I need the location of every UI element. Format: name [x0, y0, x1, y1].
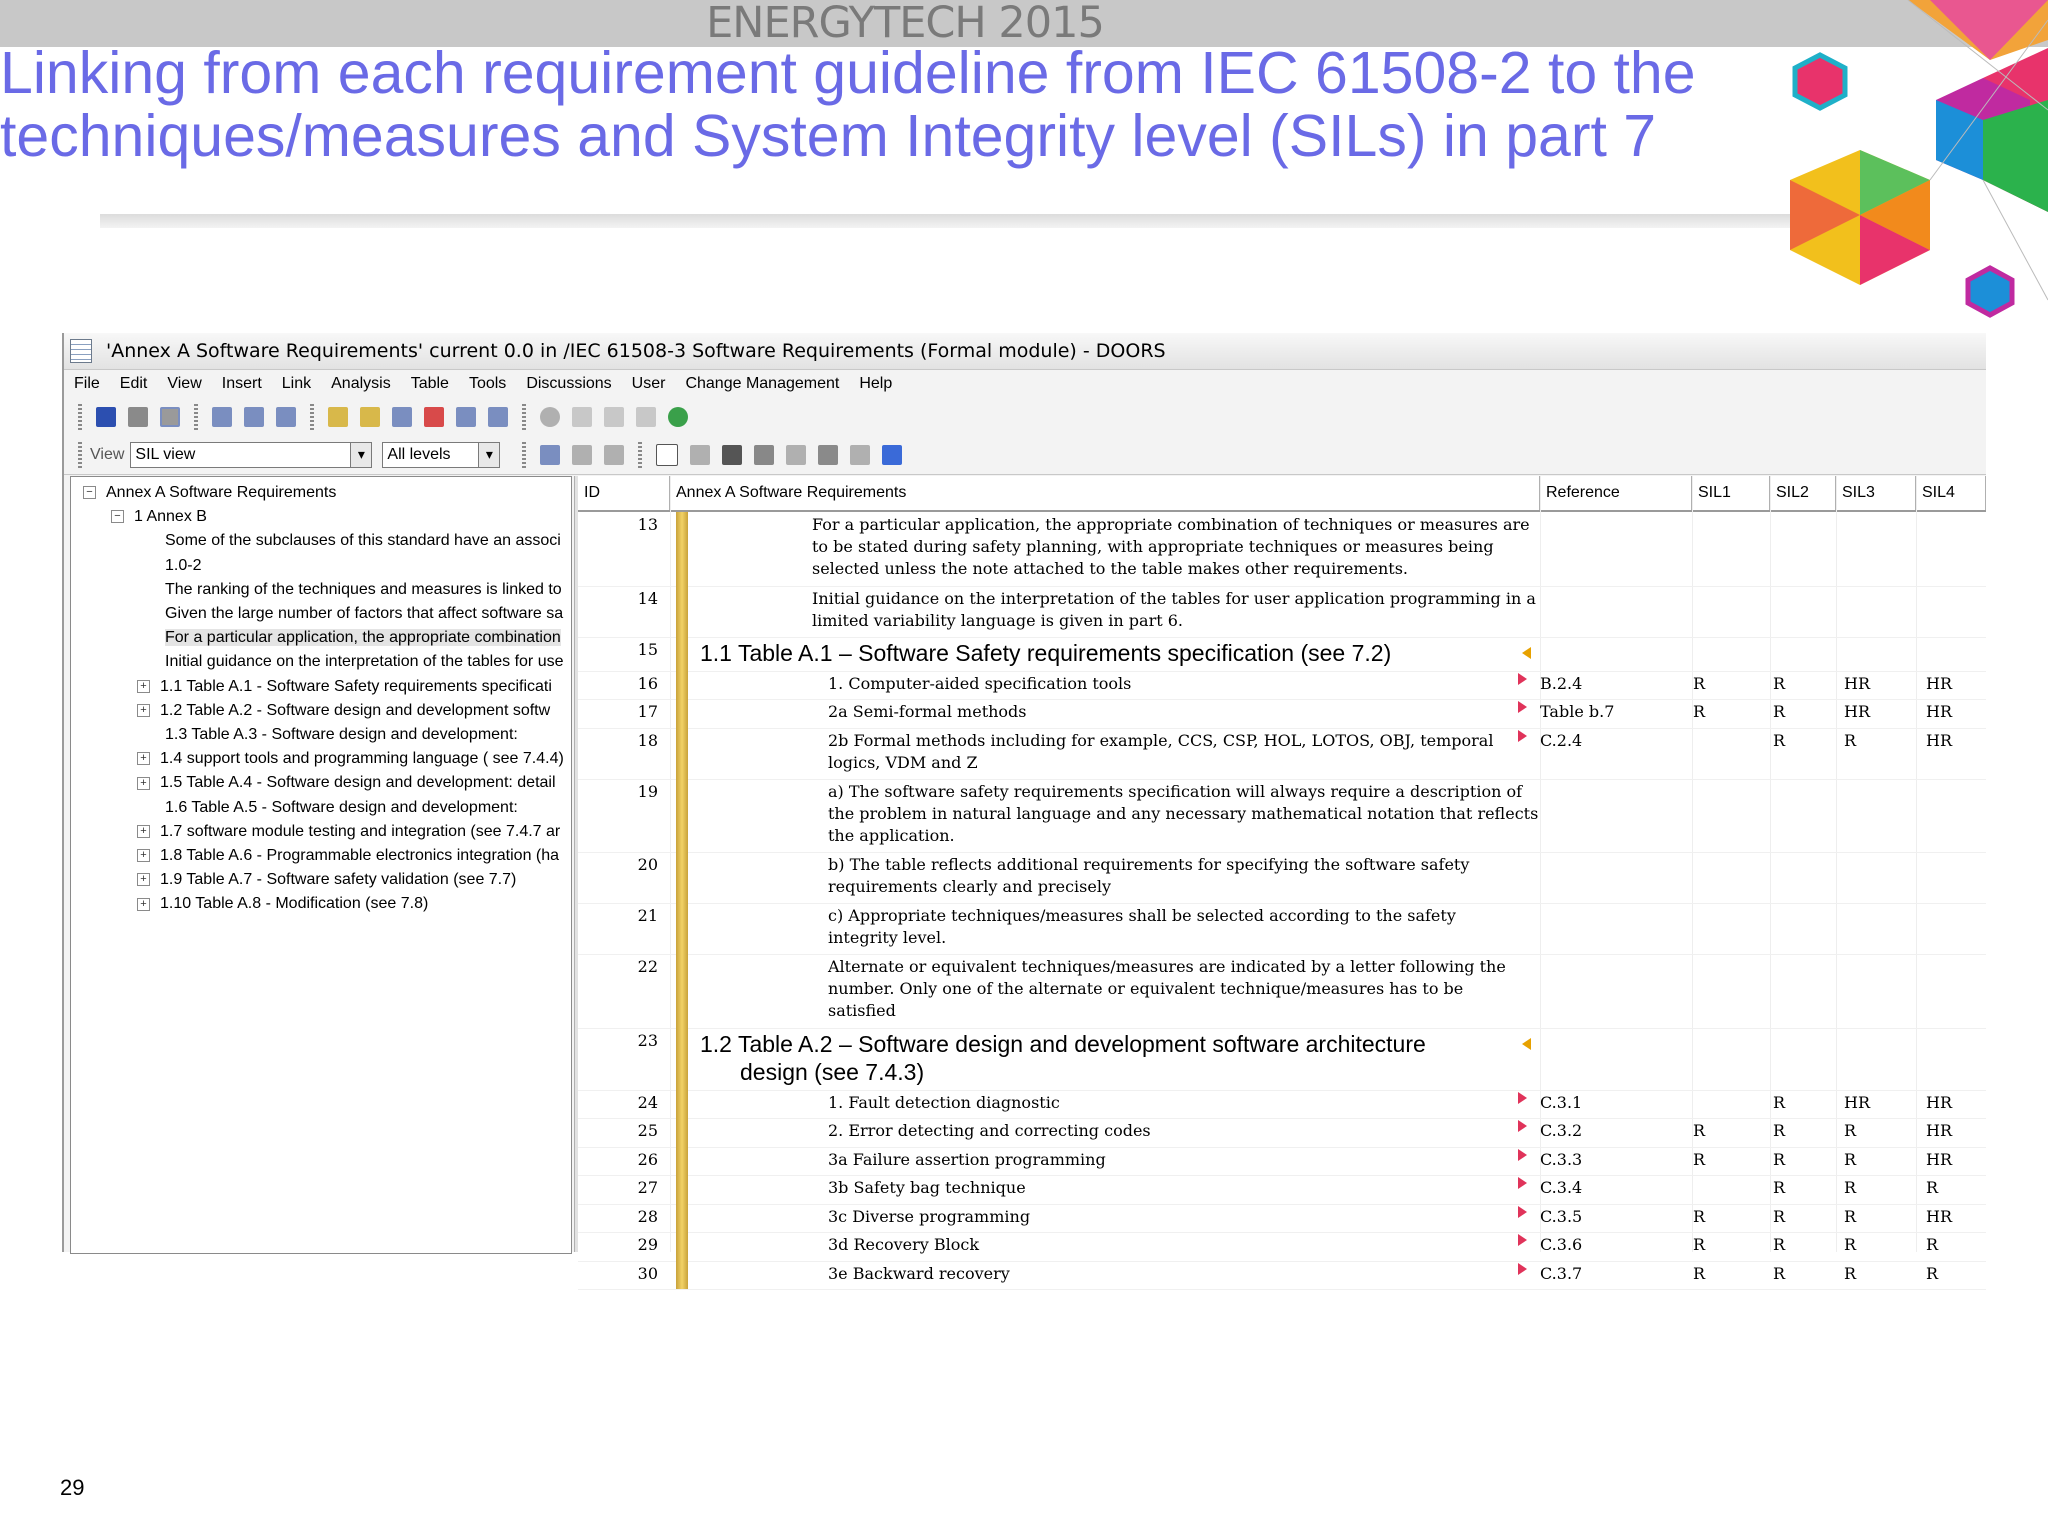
requirement-text — [828, 854, 1469, 898]
text-line: selected unless the note attached to the table makes other requirements. — [812, 559, 1408, 578]
tree-item[interactable] — [137, 554, 201, 578]
requirement-row[interactable] — [578, 1175, 1986, 1205]
text-line: the application. — [828, 825, 955, 845]
sil3-cell: R — [1844, 1235, 1857, 1254]
requirement-text — [828, 1234, 979, 1256]
sil2-cell: R — [1773, 730, 1786, 750]
tree-item[interactable] — [137, 820, 560, 844]
link-marker-icon[interactable] — [1518, 673, 1527, 685]
requirement-row[interactable] — [578, 1204, 1986, 1234]
reference-cell: C.3.7 — [1540, 1263, 1583, 1283]
levels-select[interactable] — [382, 442, 500, 468]
insert-level-icon[interactable] — [244, 407, 264, 427]
heading-row[interactable] — [578, 1028, 1986, 1091]
expand-icon[interactable]: + — [137, 752, 150, 765]
row-id: 13 — [637, 515, 658, 534]
text-line: design (see 7.4.3) — [740, 1058, 925, 1085]
reference-cell: C.2.4 — [1540, 730, 1583, 750]
sil4-cell: R — [1926, 1263, 1939, 1283]
sil2-cell: R — [1773, 1178, 1786, 1197]
text-line: 3d Recovery Block — [828, 1235, 980, 1254]
collapse-icon[interactable]: − — [83, 486, 96, 499]
tree-item-label: 1.8 Table A.6 - Programmable electronics integration (ha — [160, 847, 560, 864]
row-id: 29 — [637, 1235, 658, 1254]
tree-item-label: 1.3 Table A.3 - Software design and development: — [165, 726, 518, 743]
toolbar-grip — [194, 404, 198, 430]
sil4-cell: R — [1926, 1235, 1939, 1254]
sil4-cell: HR — [1926, 1206, 1952, 1226]
view-select-value: SIL view — [135, 446, 196, 463]
link-marker-icon[interactable] — [1518, 1263, 1527, 1275]
text-line: number. Only one of the alternate or equivalent technique/measures has to be — [828, 979, 1464, 998]
requirement-row[interactable] — [578, 954, 1986, 1029]
text-line: b) The table reflects additional requirements for specifying the software safety — [828, 855, 1470, 874]
row-id: 15 — [637, 639, 658, 659]
filter-set-icon[interactable] — [690, 445, 710, 465]
text-line: Alternate or equivalent techniques/measures are indicated by a letter following the — [828, 957, 1506, 976]
requirement-row[interactable] — [578, 1261, 1986, 1291]
unlink-icon[interactable] — [572, 407, 592, 427]
tree-icon[interactable] — [604, 445, 624, 465]
page-number: 29 — [60, 1475, 85, 1500]
window-title: 'Annex A Software Requirements' current 0.0 in /IEC 61508-3 Software Requirements (Formal module) - DOORS — [106, 340, 1166, 362]
sil4-cell: HR — [1926, 1149, 1952, 1169]
chevron-down-icon[interactable]: ▾ — [350, 443, 371, 467]
sil4-cell: HR — [1926, 1121, 1952, 1140]
tree-item[interactable] — [137, 578, 562, 602]
sil3-cell: HR — [1844, 702, 1870, 721]
row-id: 27 — [637, 1178, 658, 1197]
sil3-cell: R — [1844, 1206, 1857, 1226]
tree-item-label: 1.6 Table A.5 - Software design and development: — [165, 798, 518, 816]
module-explorer-tree[interactable] — [70, 476, 572, 1254]
tree-item-label: 1.2 Table A.2 - Software design and development softw — [160, 701, 551, 719]
graphics-icon[interactable] — [656, 444, 678, 466]
menu-item[interactable]: File — [74, 375, 100, 392]
sil3-cell: R — [1844, 1178, 1857, 1197]
tree-item[interactable] — [137, 602, 563, 626]
tree-item-label: 1.0-2 — [165, 556, 202, 574]
sil1-cell: R — [1693, 1121, 1706, 1140]
sil4-cell: HR — [1926, 1092, 1952, 1112]
tree-leaf-spacer — [137, 729, 155, 740]
row-id: 26 — [637, 1149, 658, 1169]
sil4-cell: HR — [1926, 673, 1952, 693]
sil2-cell: R — [1773, 1092, 1786, 1112]
requirement-text — [828, 781, 1538, 847]
reference-cell: B.2.4 — [1540, 673, 1583, 693]
row-id: 24 — [637, 1092, 658, 1112]
levels-select-value: All levels — [387, 446, 451, 463]
expand-icon[interactable]: + — [137, 873, 150, 886]
change-bar — [676, 1147, 688, 1176]
requirement-text — [828, 905, 1456, 949]
text-line: 2. Error detecting and correcting codes — [828, 1121, 1151, 1140]
text-line: integrity level. — [828, 928, 947, 947]
view-select[interactable] — [130, 442, 372, 468]
change-bar — [676, 1090, 688, 1119]
tree-item[interactable] — [137, 844, 559, 868]
globe-icon[interactable] — [668, 407, 688, 427]
tree-item-label: Given the large number of factors that affect software sa — [165, 605, 564, 622]
requirement-text — [828, 1177, 1026, 1199]
row-id: 17 — [637, 702, 658, 721]
requirement-row[interactable] — [578, 699, 1986, 729]
reference-cell: Table b.7 — [1540, 702, 1615, 721]
reference-cell: C.3.6 — [1540, 1235, 1583, 1254]
toolbar-grip — [78, 442, 82, 468]
change-bar — [676, 903, 688, 954]
row-id: 28 — [637, 1206, 658, 1226]
column-header-reference[interactable]: Reference — [1540, 476, 1692, 510]
requirement-text — [828, 1092, 1060, 1114]
requirement-text — [812, 588, 1536, 632]
tree-item[interactable] — [137, 699, 550, 723]
reference-cell: C.3.3 — [1540, 1149, 1583, 1169]
tree-item-label: 1.5 Table A.4 - Software design and development: detail — [160, 774, 556, 792]
text-line: 1.2 Table A.2 – Software design and development software architecture — [700, 1030, 1426, 1057]
tree-item[interactable] — [137, 650, 563, 674]
insert-column-icon[interactable] — [276, 407, 296, 427]
reference-cell: C.3.1 — [1540, 1092, 1583, 1112]
share-icon[interactable] — [722, 445, 742, 465]
toolbar-view — [64, 436, 1986, 475]
change-bar — [676, 1261, 688, 1290]
toolbar-grip — [310, 404, 314, 430]
menu-bar — [64, 370, 1986, 398]
sort-icon[interactable] — [850, 445, 870, 465]
sil3-cell: HR — [1844, 673, 1870, 693]
change-bar — [676, 1204, 688, 1233]
requirement-text — [828, 1149, 1106, 1171]
row-id: 18 — [637, 730, 658, 750]
save-icon[interactable] — [96, 407, 116, 427]
text-line: 3e Backward recovery — [828, 1263, 1010, 1283]
text-line: For a particular application, the appropriate combination of techniques or measures are — [812, 515, 1530, 534]
hierarchy-icon[interactable] — [540, 445, 560, 465]
module-icon — [70, 339, 92, 363]
tree-item[interactable] — [137, 747, 564, 771]
tree-leaf-spacer — [137, 608, 155, 619]
outline-icon[interactable] — [572, 445, 592, 465]
copy-object-icon[interactable] — [392, 407, 412, 427]
menu-item[interactable]: Change Management — [685, 375, 840, 392]
menu-item[interactable]: Help — [859, 375, 893, 392]
promote-icon[interactable] — [456, 407, 476, 427]
toolbar-main — [64, 398, 1986, 436]
sil4-cell: HR — [1926, 730, 1952, 750]
row-id: 22 — [637, 957, 658, 976]
row-id: 14 — [637, 588, 658, 608]
menu-item[interactable]: User — [631, 375, 666, 392]
change-bar — [676, 728, 688, 779]
text-line: logics, VDM and Z — [828, 752, 978, 772]
tree-item-label: 1.9 Table A.7 - Software safety validation (see 7.7) — [160, 871, 517, 889]
menu-item[interactable]: Insert — [221, 375, 262, 392]
row-id: 23 — [637, 1030, 658, 1050]
requirement-text — [828, 701, 1027, 723]
column-header-sil4[interactable]: SIL4 — [1916, 476, 1986, 510]
text-line: 2b Formal methods including for example, CCS, CSP, HOL, LOTOS, OBJ, temporal — [828, 730, 1494, 750]
tree-item[interactable] — [137, 529, 561, 553]
requirement-text — [828, 1120, 1151, 1142]
tree-item-label: Annex A Software Requirements — [106, 484, 337, 501]
slide-title-line-2: techniques/measures and System Integrity level (SILs) in part 7 — [0, 103, 1657, 169]
link-marker-icon[interactable] — [1518, 730, 1527, 742]
text-line: c) Appropriate techniques/measures shall be selected according to the safety — [828, 906, 1456, 925]
reference-cell: C.3.2 — [1540, 1121, 1583, 1140]
new-child-icon[interactable] — [360, 407, 380, 427]
window-title-bar — [64, 333, 1986, 370]
tree-item-label: Initial guidance on the interpretation of the tables for use — [165, 653, 564, 671]
menu-item[interactable]: Table — [410, 375, 449, 392]
sort-az-icon[interactable] — [882, 445, 902, 465]
text-line: 3c Diverse programming — [828, 1206, 1031, 1226]
expand-icon[interactable]: + — [137, 898, 150, 911]
text-line: 2a Semi-formal methods — [828, 702, 1027, 721]
hexagon-decoration — [1790, 0, 2048, 320]
link-marker-icon[interactable] — [1518, 1206, 1527, 1218]
link-source-icon[interactable] — [604, 407, 624, 427]
link-marker-icon[interactable] — [1518, 1149, 1527, 1161]
text-line: to be stated during safety planning, with appropriate techniques or measures being — [812, 537, 1494, 556]
insert-below-icon[interactable] — [212, 407, 232, 427]
print-icon[interactable] — [128, 407, 148, 427]
requirement-row[interactable] — [578, 586, 1986, 638]
tree-item[interactable] — [137, 675, 552, 699]
brand-logo: ENERGYTECH 2015 — [706, 0, 1104, 48]
tree-item[interactable] — [137, 868, 516, 892]
tree-item-label: 1.4 support tools and programming language ( see 7.4.4) — [160, 750, 564, 768]
column-header-id[interactable]: ID — [578, 476, 670, 510]
menu-item[interactable]: Link — [281, 375, 312, 392]
change-bar — [676, 671, 688, 700]
tree-item[interactable] — [83, 481, 336, 505]
requirement-row[interactable] — [578, 779, 1986, 854]
sil2-cell: R — [1773, 1149, 1786, 1169]
chevron-down-icon[interactable]: ▾ — [478, 443, 499, 467]
link-icon[interactable] — [540, 407, 560, 427]
column-header-sil3[interactable]: SIL3 — [1836, 476, 1916, 510]
list-icon[interactable] — [754, 445, 774, 465]
sil1-cell: R — [1693, 1206, 1706, 1226]
change-bar — [676, 1175, 688, 1204]
change-bar — [676, 954, 688, 1028]
tree-item[interactable] — [137, 723, 518, 747]
requirement-row[interactable] — [578, 512, 1986, 587]
text-line: 1. Fault detection diagnostic — [828, 1092, 1060, 1112]
toolbar-grip — [638, 442, 642, 468]
sil2-cell: R — [1773, 1121, 1786, 1140]
menu-item[interactable]: Analysis — [331, 375, 391, 392]
sil2-cell: R — [1773, 1206, 1786, 1226]
doors-window — [62, 333, 1986, 1283]
reference-cell: C.3.4 — [1540, 1178, 1583, 1197]
change-bar — [676, 512, 688, 586]
sil3-cell: R — [1844, 1149, 1857, 1169]
tree-item-label: The ranking of the techniques and measures is linked to — [165, 580, 562, 598]
expand-icon[interactable]: + — [137, 680, 150, 693]
section-heading — [700, 1030, 1426, 1086]
sil1-cell: R — [1693, 1235, 1706, 1254]
new-object-icon[interactable] — [328, 407, 348, 427]
sil1-cell: R — [1693, 1149, 1706, 1169]
sil4-cell: R — [1926, 1178, 1939, 1197]
requirement-text — [828, 956, 1506, 1022]
tree-item-label: 1.7 software module testing and integration (see 7.4.7 ar — [160, 822, 561, 840]
tree-leaf-spacer — [137, 632, 155, 643]
toolbar-grip — [78, 404, 82, 430]
delete-object-icon[interactable] — [424, 407, 444, 427]
tree-item-label: For a particular application, the appropriate combination — [165, 629, 561, 647]
sil3-cell: HR — [1844, 1092, 1870, 1112]
column-header-sil2[interactable]: SIL2 — [1770, 476, 1836, 510]
change-bar — [676, 852, 688, 903]
print-preview-icon[interactable] — [160, 407, 180, 427]
menu-item[interactable]: Edit — [119, 375, 148, 392]
requirement-row[interactable] — [578, 903, 1986, 955]
text-line: Initial guidance on the interpretation of the tables for user application programming in a — [812, 588, 1536, 608]
tree-item-label: Some of the subclauses of this standard have an associ — [165, 532, 561, 550]
menu-item[interactable]: Discussions — [526, 375, 612, 392]
text-line: limited variability language is given in part 6. — [812, 610, 1184, 630]
toolbar-grip — [522, 404, 526, 430]
tree-item[interactable] — [137, 892, 428, 916]
change-bar — [676, 1118, 688, 1147]
change-bar — [676, 637, 688, 671]
link-target-icon[interactable] — [636, 407, 656, 427]
filter-icon[interactable] — [786, 445, 806, 465]
requirement-text — [828, 730, 1493, 774]
toolbar-grip — [522, 442, 526, 468]
sil2-cell: R — [1773, 702, 1786, 721]
requirement-text — [828, 673, 1131, 695]
grid-header — [578, 476, 1986, 512]
link-marker-icon[interactable] — [1518, 1234, 1527, 1246]
expand-icon[interactable]: + — [137, 825, 150, 838]
heading-marker-icon — [1522, 1038, 1531, 1050]
text-line: a) The software safety requirements specification will always require a description of — [828, 781, 1523, 801]
tree-item[interactable] — [137, 771, 556, 795]
tree-item-label: 1 Annex B — [134, 508, 207, 526]
tree-leaf-spacer — [137, 536, 155, 547]
change-bar — [676, 779, 688, 853]
row-id: 25 — [637, 1121, 658, 1140]
requirement-row[interactable] — [578, 852, 1986, 904]
tree-item-label: 1.1 Table A.1 - Software Safety requirements specificati — [160, 677, 552, 695]
text-line: requirements clearly and precisely — [828, 877, 1111, 896]
requirements-grid[interactable] — [578, 476, 1986, 1283]
sil4-cell: HR — [1926, 702, 1952, 721]
change-bar — [676, 699, 688, 728]
row-id: 16 — [637, 673, 658, 693]
sil1-cell: R — [1693, 1263, 1706, 1283]
requirement-text — [828, 1206, 1030, 1228]
reference-cell: C.3.5 — [1540, 1206, 1583, 1226]
link-marker-icon[interactable] — [1518, 1092, 1527, 1104]
tree-item[interactable] — [137, 626, 561, 650]
text-line: the problem in natural language and any necessary mathematical notation that reflects — [828, 803, 1539, 823]
sil1-cell: R — [1693, 673, 1706, 693]
text-line: 1. Computer-aided specification tools — [828, 673, 1132, 693]
collapse-icon[interactable]: − — [111, 510, 124, 523]
tree-item[interactable] — [137, 796, 518, 820]
change-bar — [676, 1028, 688, 1090]
row-id: 20 — [637, 855, 658, 874]
column-header-sil1[interactable]: SIL1 — [1692, 476, 1770, 510]
requirement-row[interactable] — [578, 1118, 1986, 1148]
menu-item[interactable]: View — [167, 375, 202, 392]
text-line: 1.1 Table A.1 – Software Safety requirements specification (see 7.2) — [700, 639, 1392, 666]
change-bar — [676, 1232, 688, 1261]
link-marker-icon[interactable] — [1518, 1177, 1527, 1189]
link-marker-icon[interactable] — [1518, 1120, 1527, 1132]
requirement-text — [828, 1263, 1010, 1285]
link-marker-icon[interactable] — [1518, 701, 1527, 713]
text-line: 3b Safety bag technique — [828, 1178, 1026, 1197]
menu-item[interactable]: Tools — [468, 375, 507, 392]
filter-edit-icon[interactable] — [818, 445, 838, 465]
requirement-row[interactable] — [578, 671, 1986, 701]
section-heading — [700, 639, 1391, 667]
requirement-row[interactable] — [578, 1090, 1986, 1120]
text-line: satisfied — [828, 1001, 896, 1020]
text-line: 3a Failure assertion programming — [828, 1149, 1106, 1169]
sil1-cell: R — [1693, 702, 1706, 721]
heading-row[interactable] — [578, 637, 1986, 672]
requirement-row[interactable] — [578, 1232, 1986, 1262]
column-header-main[interactable]: Annex A Software Requirements — [670, 476, 1540, 510]
change-bar — [676, 586, 688, 637]
row-id: 21 — [637, 906, 658, 925]
sil3-cell: R — [1844, 730, 1857, 750]
slide-title — [0, 42, 1760, 168]
sil3-cell: R — [1844, 1121, 1857, 1140]
tree-leaf-spacer — [137, 560, 155, 571]
expand-icon[interactable]: + — [137, 849, 150, 862]
tree-item[interactable] — [111, 505, 207, 529]
sil2-cell: R — [1773, 1235, 1786, 1254]
heading-marker-icon — [1522, 647, 1531, 659]
row-id: 19 — [637, 781, 658, 801]
tree-leaf-spacer — [137, 657, 155, 668]
tree-leaf-spacer — [137, 802, 155, 813]
demote-icon[interactable] — [488, 407, 508, 427]
expand-icon[interactable]: + — [137, 704, 150, 717]
tree-leaf-spacer — [137, 584, 155, 595]
sil3-cell: R — [1844, 1263, 1857, 1283]
requirement-text — [812, 514, 1530, 580]
sil2-cell: R — [1773, 673, 1786, 693]
title-divider — [100, 214, 1880, 228]
slide-title-line-1: Linking from each requirement guideline from IEC 61508-2 to the — [0, 40, 1696, 106]
view-label: View — [90, 446, 125, 463]
tree-item-label: 1.10 Table A.8 - Modification (see 7.8) — [160, 895, 429, 913]
sil2-cell: R — [1773, 1263, 1786, 1283]
expand-icon[interactable]: + — [137, 777, 150, 790]
requirement-row[interactable] — [578, 728, 1986, 780]
requirement-row[interactable] — [578, 1147, 1986, 1177]
row-id: 30 — [637, 1263, 658, 1283]
